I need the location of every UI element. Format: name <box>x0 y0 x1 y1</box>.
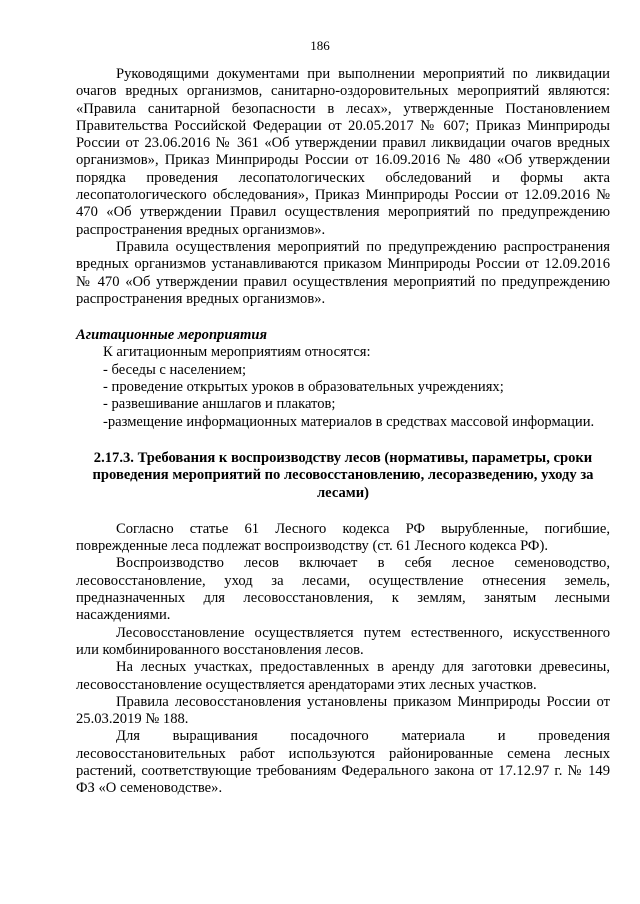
list-item: -размещение информационных материалов в средствах массовой информации. <box>103 413 595 430</box>
page-number: 186 <box>310 38 330 53</box>
list-intro: К агитационным мероприятиям относятся: <box>103 344 371 361</box>
paragraph: Для выращивания посадочного материала и проведения лесовосстановительных работ используются районированные семена лесных растений, соответствующие требованиям Федерального закона от 17.12.97 г. № 149 ФЗ «О семеноводстве». <box>76 728 610 797</box>
list-item: - развешивание аншлагов и плакатов; <box>103 396 336 413</box>
paragraph: Правила лесовосстановления установлены приказом Минприроды России от 25.03.2019 № 188. <box>76 693 610 728</box>
page-body <box>76 66 610 798</box>
paragraph: Лесовосстановление осуществляется путем естественного, искусственного или комбинированного восстановления лесов. <box>76 624 610 658</box>
paragraph: Правила осуществления мероприятий по предупреждению распространения вредных организмов устанавливаются приказом Минприроды России от 12.09.2016 № 470 «Об утверждении правил осуществления мероприятий по предупреждению распространения вредных организмов». <box>76 238 610 307</box>
list-item: - беседы с населением; <box>103 361 247 378</box>
subheading-agitation: Агитационные мероприятия <box>76 327 267 344</box>
paragraph: Воспроизводство лесов включает в себя лесное семеноводство, лесовосстановление, уход за лесами, осуществление отнесения земель, предназначенных для лесовосстановления, к землям, занятым лесными насаждениями. <box>76 555 610 624</box>
paragraph: На лесных участках, предоставленных в аренду для заготовки древесины, лесовосстановление осуществляется арендаторами этих лесных участков. <box>76 659 610 693</box>
list-item: - проведение открытых уроков в образовательных учреждениях; <box>103 379 504 396</box>
paragraph: Руководящими документами при выполнении мероприятий по ликвидации очагов вредных организмов, санитарно-оздоровительных мероприятий являются: «Правила санитарной безопасности в лесах», утвержденные Постановлением Правительства Российской Федерации от 20.05.2017 № 607; Приказ Минприроды России от 23.06.2016 № 361 «Об утверждении правил ликвидации очагов вредных организмов», Приказ Минприроды России от 16.09.2016 № 480 «Об утверждении порядка проведения лесопатологических обследований и формы акта лесопатологического обследования», Приказ Минприроды России от 12.09.2016 № 470 «Об утверждении Правил осуществления мероприятий по предупреждению распространения вредных организмов». <box>76 66 610 238</box>
paragraph: Согласно статье 61 Лесного кодекса РФ вырубленные, погибшие, поврежденные леса подлежат воспроизводству (ст. 61 Лесного кодекса РФ). <box>76 520 610 555</box>
section-title: 2.17.3. Требования к воспроизводству лесов (нормативы, параметры, сроки проведения мероприятий по лесовосстановлению, лесоразведению, уходу за лесами) <box>92 449 594 501</box>
